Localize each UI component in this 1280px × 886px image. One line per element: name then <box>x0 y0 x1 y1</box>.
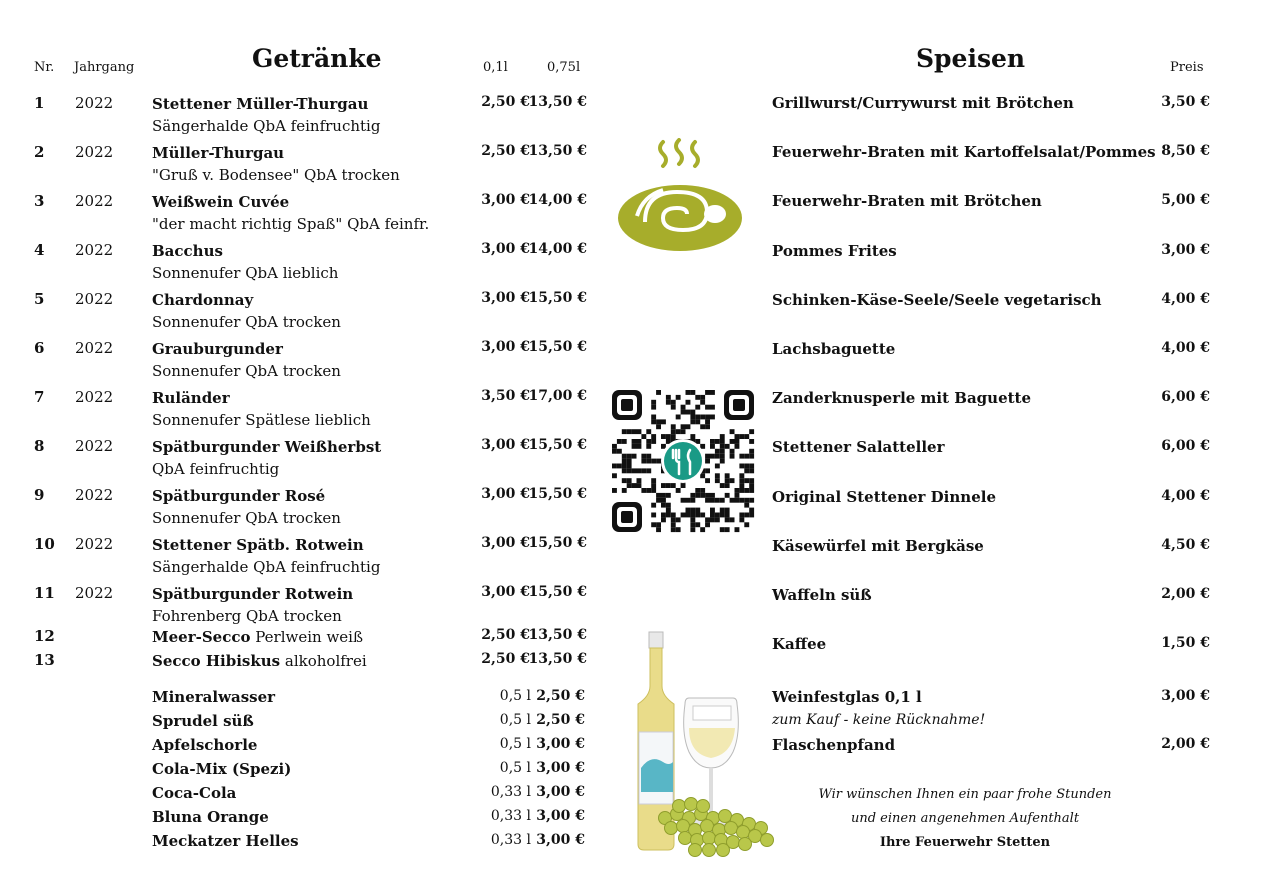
wine-price-large: 13,50 € <box>528 143 587 159</box>
wine-year: 2022 <box>75 339 114 357</box>
deposit-name: Flaschenpfand <box>772 736 896 754</box>
wine-price-small: 3,00 € <box>481 241 530 257</box>
softdrink-name: Mineralwasser <box>152 688 276 706</box>
wine-name: Secco Hibiskus <box>152 652 281 670</box>
footer-line3: Ihre Feuerwehr Stetten <box>879 835 1051 850</box>
softdrink-name: Sprudel süß <box>152 712 254 730</box>
softdrink-name: Meckatzer Helles <box>152 832 299 850</box>
wine-price-large: 14,00 € <box>528 192 587 208</box>
wine-name-line <box>152 388 230 407</box>
softdrink-price: 3,00 € <box>536 832 585 848</box>
food-price: 4,50 € <box>1161 536 1210 553</box>
wine-year: 2022 <box>75 437 114 455</box>
wine-name-line <box>152 486 325 505</box>
softdrink-price: 3,00 € <box>536 736 585 752</box>
header-preis: Preis <box>1170 60 1204 75</box>
food-name: Zanderknusperle mit Baguette <box>772 389 1032 408</box>
wine-price-large: 15,50 € <box>528 535 587 551</box>
wine-number: 8 <box>34 437 45 455</box>
wine-name: Müller-Thurgau <box>152 144 285 162</box>
softdrink-price: 2,50 € <box>536 712 585 728</box>
glass-note: zum Kauf - keine Rücknahme! <box>772 712 986 728</box>
title-speisen: Speisen <box>916 44 1026 73</box>
softdrink-volume: 0,33 l <box>490 808 531 824</box>
wine-name: Spätburgunder Rosé <box>152 487 326 505</box>
food-price: 6,00 € <box>1161 389 1210 406</box>
wine-number: 4 <box>34 241 45 259</box>
wine-year: 2022 <box>75 192 114 210</box>
wine-description: Sonnenufer QbA lieblich <box>152 264 339 282</box>
wine-price-large: 14,00 € <box>528 241 587 257</box>
wine-description: QbA feinfruchtig <box>152 460 280 478</box>
header-nr: Nr. <box>34 60 55 75</box>
food-plate-icon <box>615 138 745 253</box>
food-price: 6,00 € <box>1161 438 1210 455</box>
footer-line1: Wir wünschen Ihnen ein paar frohe Stunden <box>818 787 1112 802</box>
wine-number: 2 <box>34 143 45 161</box>
wine-price-large: 15,50 € <box>528 584 587 600</box>
wine-number: 6 <box>34 339 45 357</box>
wine-number: 5 <box>34 290 45 308</box>
wine-name: Spätburgunder Rotwein <box>152 585 354 603</box>
wine-name-line <box>152 192 289 211</box>
wine-price-small: 3,00 € <box>481 290 530 306</box>
wine-name-line <box>152 627 363 646</box>
glass-price: 3,00 € <box>1161 688 1210 704</box>
wine-name-suffix: Perlwein weiß <box>250 628 363 646</box>
softdrink-name: Cola-Mix (Spezi) <box>152 760 292 778</box>
wine-year: 2022 <box>75 290 114 308</box>
wine-name-line <box>152 437 381 456</box>
food-name: Original Stettener Dinnele <box>772 487 996 506</box>
food-name: Feuerwehr-Braten mit Kartoffelsalat/Pommes <box>772 143 1156 162</box>
wine-name: Spätburgunder Weißherbst <box>152 438 382 456</box>
wine-number: 12 <box>34 627 55 645</box>
food-price: 4,00 € <box>1161 290 1210 307</box>
qr-code-icon <box>610 388 756 534</box>
wine-name: Grauburgunder <box>152 340 283 358</box>
softdrink-name: Bluna Orange <box>152 808 269 826</box>
header-jahrgang: Jahrgang <box>74 60 135 75</box>
wine-price-small: 2,50 € <box>481 143 530 159</box>
wine-description: Fohrenberg QbA trocken <box>152 607 342 625</box>
food-name: Feuerwehr-Braten mit Brötchen <box>772 192 1042 211</box>
wine-number: 11 <box>34 584 55 602</box>
food-name: Waffeln süß <box>772 586 872 604</box>
wine-number: 10 <box>34 535 55 553</box>
wine-number: 1 <box>34 94 45 112</box>
title-getraenke: Getränke <box>252 44 382 73</box>
wine-price-small: 2,50 € <box>481 651 530 667</box>
softdrink-volume: 0,5 l <box>499 736 531 752</box>
wine-name-line <box>152 290 253 309</box>
wine-name-line <box>152 651 367 670</box>
wine-year: 2022 <box>75 143 114 161</box>
header-size-large: 0,75l <box>547 60 581 75</box>
wine-number: 7 <box>34 388 45 406</box>
food-price: 1,50 € <box>1161 635 1210 652</box>
softdrink-price: 3,00 € <box>536 784 585 800</box>
wine-price-small: 3,00 € <box>481 192 530 208</box>
wine-price-small: 3,00 € <box>481 437 530 453</box>
wine-description: Sonnenufer QbA trocken <box>152 362 341 380</box>
wine-description: Sängerhalde QbA feinfruchtig <box>152 558 381 576</box>
wine-price-small: 2,50 € <box>481 627 530 643</box>
food-price: 5,00 € <box>1161 192 1210 209</box>
wine-name-line <box>152 241 223 260</box>
deposit-price: 2,00 € <box>1161 736 1210 752</box>
wine-number: 3 <box>34 192 45 210</box>
wine-year: 2022 <box>75 535 114 553</box>
wine-price-large: 17,00 € <box>528 388 587 404</box>
softdrink-volume: 0,33 l <box>490 832 531 848</box>
wine-number: 13 <box>34 651 55 669</box>
softdrink-volume: 0,33 l <box>490 784 531 800</box>
wine-price-large: 15,50 € <box>528 486 587 502</box>
softdrink-volume: 0,5 l <box>499 760 531 776</box>
food-price: 4,00 € <box>1161 340 1210 356</box>
wine-description: Sonnenufer QbA trocken <box>152 509 341 527</box>
wine-name-suffix: alkoholfrei <box>280 652 367 670</box>
wine-name-line <box>152 143 284 162</box>
footer-line2: und einen angenehmen Aufenthalt <box>850 811 1080 826</box>
wine-price-large: 15,50 € <box>528 437 587 453</box>
food-name: Stettener Salatteller <box>772 438 945 457</box>
wine-name: Ruländer <box>152 389 230 407</box>
wine-description: Sonnenufer QbA trocken <box>152 313 341 331</box>
wine-name: Stettener Müller-Thurgau <box>152 95 369 113</box>
wine-name: Bacchus <box>152 242 223 260</box>
food-price: 3,00 € <box>1161 241 1210 258</box>
wine-price-small: 3,00 € <box>481 584 530 600</box>
wine-year: 2022 <box>75 584 114 602</box>
wine-name: Weißwein Cuvée <box>152 193 290 211</box>
wine-name-line <box>152 339 283 358</box>
wine-price-large: 13,50 € <box>528 651 587 667</box>
softdrink-price: 2,50 € <box>536 688 585 704</box>
softdrink-price: 3,00 € <box>536 760 585 776</box>
food-name: Lachsbaguette <box>772 340 896 358</box>
wine-name: Chardonnay <box>152 291 254 309</box>
wine-year: 2022 <box>75 241 114 259</box>
wine-price-large: 15,50 € <box>528 339 587 355</box>
wine-year: 2022 <box>75 486 114 504</box>
food-name: Kaffee <box>772 635 827 654</box>
wine-description: Sängerhalde QbA feinfruchtig <box>152 117 381 135</box>
wine-price-small: 2,50 € <box>481 94 530 110</box>
food-price: 3,50 € <box>1161 94 1210 110</box>
wine-price-large: 15,50 € <box>528 290 587 306</box>
softdrink-name: Apfelschorle <box>152 736 258 754</box>
wine-price-small: 3,00 € <box>481 535 530 551</box>
softdrink-volume: 0,5 l <box>499 688 531 704</box>
wine-bottle-glass-image <box>625 628 785 858</box>
wine-price-large: 13,50 € <box>528 94 587 110</box>
softdrink-price: 3,00 € <box>536 808 585 824</box>
wine-price-large: 13,50 € <box>528 627 587 643</box>
food-price: 8,50 € <box>1161 143 1210 160</box>
wine-price-small: 3,50 € <box>481 388 530 404</box>
wine-price-small: 3,00 € <box>481 339 530 355</box>
glass-name: Weinfestglas 0,1 l <box>772 688 922 706</box>
wine-year: 2022 <box>75 388 114 406</box>
header-size-small: 0,1l <box>483 60 508 75</box>
wine-number: 9 <box>34 486 45 504</box>
wine-name: Meer-Secco <box>152 628 251 646</box>
food-name: Käsewürfel mit Bergkäse <box>772 536 984 555</box>
food-price: 4,00 € <box>1161 487 1210 504</box>
food-name: Pommes Frites <box>772 241 897 260</box>
wine-name: Stettener Spätb. Rotwein <box>152 536 364 554</box>
food-price: 2,00 € <box>1161 586 1210 602</box>
softdrink-name: Coca-Cola <box>152 784 237 802</box>
wine-name-line <box>152 535 364 554</box>
softdrink-volume: 0,5 l <box>499 712 531 728</box>
wine-name-line <box>152 94 368 113</box>
food-name: Grillwurst/Currywurst mit Brötchen <box>772 94 1074 112</box>
wine-price-small: 3,00 € <box>481 486 530 502</box>
wine-description: "der macht richtig Spaß" QbA feinfr. <box>152 215 430 233</box>
wine-year: 2022 <box>75 94 114 112</box>
wine-name-line <box>152 584 353 603</box>
wine-description: Sonnenufer Spätlese lieblich <box>152 411 371 429</box>
wine-description: "Gruß v. Bodensee" QbA trocken <box>152 166 400 184</box>
food-name: Schinken-Käse-Seele/Seele vegetarisch <box>772 290 1102 309</box>
